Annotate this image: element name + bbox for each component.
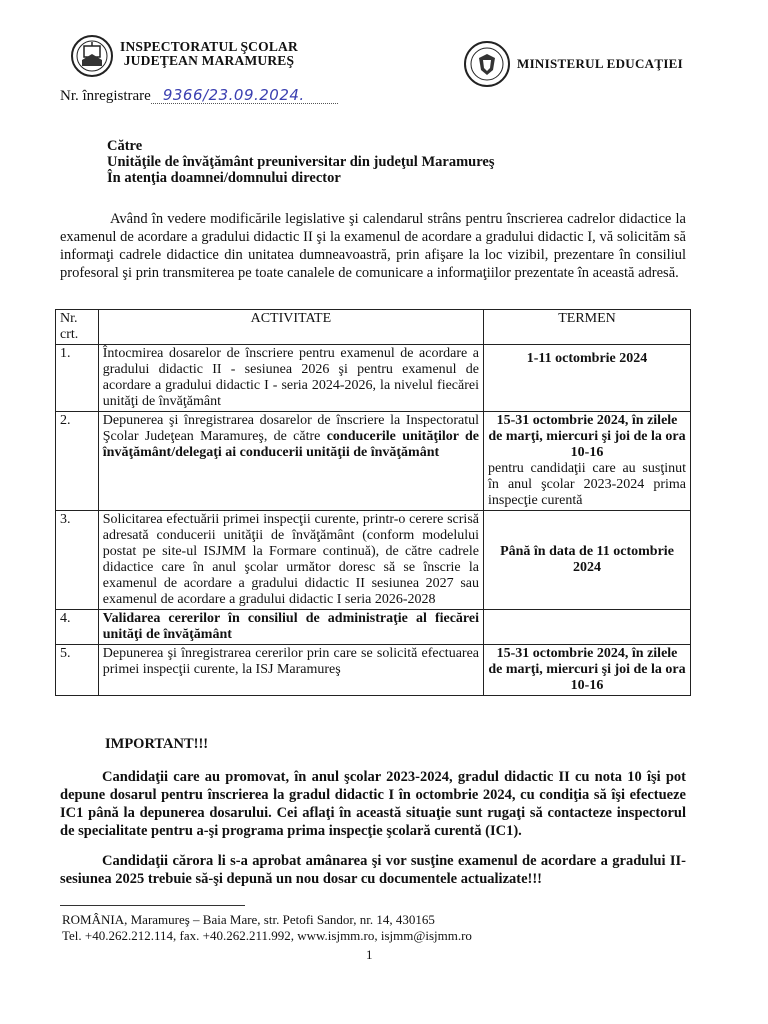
row-number: 5. bbox=[56, 645, 99, 696]
row-term: 1-11 octombrie 2024 bbox=[484, 345, 691, 412]
header-nr: Nr. crt. bbox=[56, 310, 99, 345]
table-row bbox=[56, 645, 691, 696]
row-activity: Depunerea şi înregistrarea cererilor prin care se solicită efectuarea primei inspecţii curente, la ISJ Maramureş bbox=[98, 645, 483, 696]
page-number: 1 bbox=[366, 947, 373, 962]
footer-address: ROMÂNIA, Maramureş – Baia Mare, str. Petofi Sandor, nr. 14, 430165 bbox=[62, 912, 435, 927]
registration-number bbox=[60, 87, 338, 105]
row-term bbox=[484, 610, 691, 645]
row-term: 15-31 octombrie 2024, în zilele de marţi, miercuri şi joi de la ora 10-16 pentru candidaţii care au susţinut în anul şcolar 2023-2024 prima inspecţie curentă bbox=[484, 412, 691, 511]
address-attention: În atenţia doamnei/domnului director bbox=[107, 170, 341, 186]
row-number: 3. bbox=[56, 511, 99, 610]
header-term: TERMEN bbox=[484, 310, 691, 345]
footer-contact-details: Tel. +40.262.212.114, fax. +40.262.211.992, www.isjmm.ro, isjmm@isjmm.ro bbox=[62, 928, 472, 943]
row-term: 15-31 octombrie 2024, în zilele de marţi, miercuri şi joi de la ora 10-16 bbox=[484, 645, 691, 696]
table-row bbox=[56, 345, 691, 412]
recipient-address bbox=[107, 138, 494, 186]
important-paragraph-2: Candidaţii cărora li s-a aprobat amânarea şi vor susţine examenul de acordare a gradului II-sesiunea 2025 trebuie să-şi depună un nou dosar cu documentele actualizate!!! bbox=[60, 853, 686, 887]
address-to: Către bbox=[107, 138, 143, 154]
address-recipient: Unităţile de învăţământ preuniversitar din judeţul Maramureş bbox=[107, 154, 495, 170]
row-activity: Solicitarea efectuării primei inspecţii curente, printr-o cerere scrisă adresată conducerii unităţii de învăţământ (conform modelului postat pe site-ul ISJMM la Formare continuă), de către cadrele didactice care în anul şcolar următor doresc să se înscrie la examenul de acordare a gradului didactic II sesiunea 2027 sau examenul de acordare a gradului didactic I seria 2026-2028 bbox=[98, 511, 483, 610]
important-paragraph-1: Candidaţii care au promovat, în anul şcolar 2023-2024, gradul didactic II cu nota 10 îşi pot depune dosarul pentru înscrierea la gradul didactic I în octombrie 2024, cu condiţia să îşi efectueze IC1 până la depunerea dosarului. Cei aflaţi în această situaţie sunt rugaţi să contacteze inspectorul de specialitate pentru a-şi programa prima inspecţie şcolară curentă (IC1). bbox=[60, 769, 686, 839]
footer-contact bbox=[62, 912, 472, 944]
row-number: 2. bbox=[56, 412, 99, 511]
registration-label: Nr. înregistrare bbox=[60, 88, 151, 104]
footer-divider bbox=[60, 905, 245, 906]
ministry-name: MINISTERUL EDUCAŢIEI bbox=[517, 56, 684, 71]
row-activity: Depunerea şi înregistrarea dosarelor de înscriere la Inspectoratul Şcolar Judeţean Maramureş, de către conducerile unităţilor de învăţământ/delegaţi ai conducerii unităţii de învăţământ bbox=[98, 412, 483, 511]
row-activity: Validarea cererilor în consiliul de administraţie al fiecărei unităţi de învăţământ bbox=[98, 610, 483, 645]
header-activity: ACTIVITATE bbox=[98, 310, 483, 345]
romania-coat-of-arms-seal-icon bbox=[463, 40, 511, 88]
row-number: 1. bbox=[56, 345, 99, 412]
school-inspectorate-emblem-icon bbox=[70, 34, 114, 78]
table-header-row bbox=[56, 310, 691, 345]
row-number: 4. bbox=[56, 610, 99, 645]
row-term: Până în data de 11 octombrie 2024 bbox=[484, 511, 691, 610]
intro-paragraph: Având în vedere modificările legislative şi calendarul strâns pentru înscrierea cadrelor didactice la examenul de acordare a gradului didactic II şi la examenul de acordare a gradului didactic I, vă solicităm să informaţi cadrele didactice din unitatea dumneavoastră, prin afişare la loc vizibil, prezentare în consiliul profesoral şi prin transmiterea pe toate canalele de comunicare a informaţiilor prezentate în această adresă. bbox=[60, 211, 686, 281]
registration-handwritten-value: 9366/23.09.2024. bbox=[151, 87, 338, 104]
activities-table bbox=[55, 309, 691, 696]
row-activity: Întocmirea dosarelor de înscriere pentru examenul de acordare a gradului didactic II - sesiunea 2026 şi pentru examenul de acordare a gradului didactic I - seria 2024-2026, la nivelul fiecărei unităţi de învăţământ bbox=[98, 345, 483, 412]
table-row bbox=[56, 511, 691, 610]
table-row bbox=[56, 610, 691, 645]
table-row bbox=[56, 412, 691, 511]
inspectorate-name: INSPECTORATUL ŞCOLAR JUDEŢEAN MARAMUREŞ bbox=[120, 39, 298, 68]
important-heading: IMPORTANT!!! bbox=[105, 736, 209, 752]
